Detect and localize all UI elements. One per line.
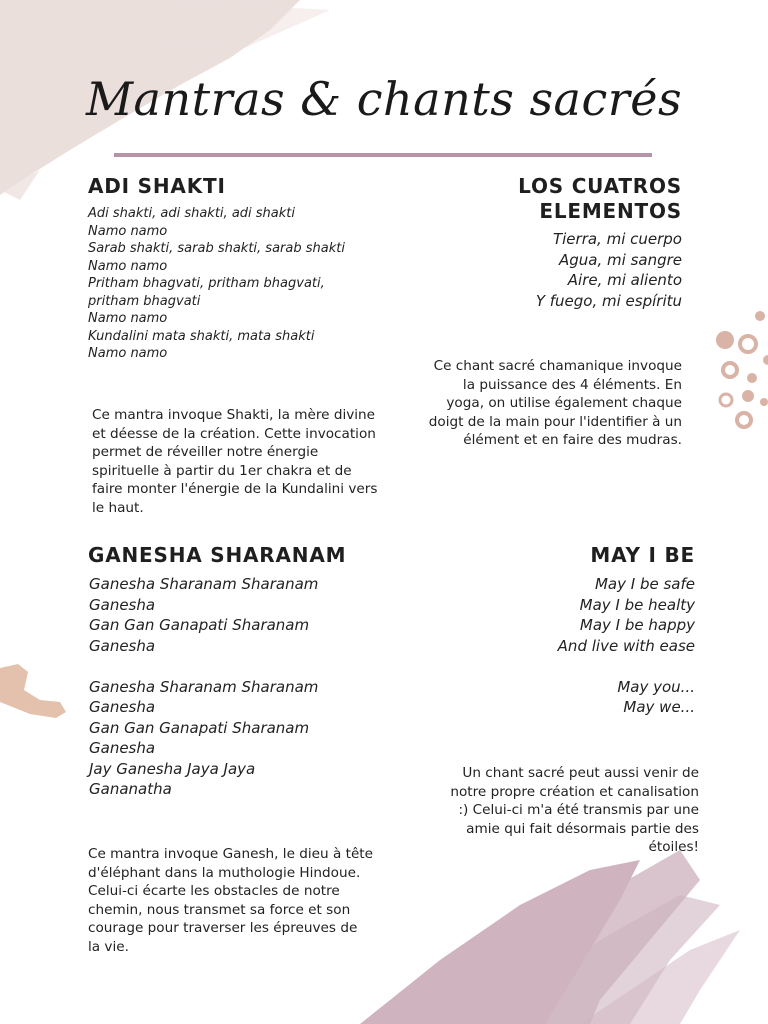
- page-title: Mantras & chants sacrés: [85, 72, 683, 126]
- ganesha-heading: GANESHA SHARANAM: [88, 543, 347, 567]
- may-i-be-description: Un chant sacré peut aussi venir de notre propre création et canalisation :) Celui-ci m'a été transmis par une amie qui fait désormais partie des étoiles!: [450, 765, 699, 856]
- adi-shakti-heading: ADI SHAKTI: [88, 174, 226, 198]
- may-i-be-lyrics: May I be safe May I be healty May I be happy And live with ease May you... May we...: [557, 575, 695, 716]
- may-i-be-heading: MAY I BE: [590, 543, 695, 567]
- title-underline: [114, 153, 652, 157]
- brush-stroke-bottom-right: [360, 850, 740, 1024]
- ganesha-description: Ce mantra invoque Ganesh, le dieu à tête d'éléphant dans la muthologie Hindoue. Celui-ci écarte les obstacles de notre chemin, nous transmet sa force et son courage pour traverser les épreuves de la vie.: [88, 846, 374, 955]
- dot-pattern-decoration: [716, 311, 768, 427]
- adi-shakti-lyrics: Adi shakti, adi shakti, adi shakti Namo namo Sarab shakti, sarab shakti, sarab shakti Namo namo Pritham bhagvati, pritham bhagvati, pritham bhagvati Namo namo Kundalini mata shakti, mata shakti Namo namo: [88, 206, 345, 361]
- los-cuatros-description: Ce chant sacré chamanique invoque la puissance des 4 éléments. En yoga, on utilise également chaque doigt de la main pour l'identifier à un élément et en faire des mudras.: [428, 358, 682, 449]
- adi-shakti-description: Ce mantra invoque Shakti, la mère divine et déesse de la création. Cette invocation permet de réveiller notre énergie spirituelle à partir du 1er chakra et de faire monter l'énergie de la Kundalini vers le haut.: [92, 407, 378, 516]
- los-cuatros-lyrics: Tierra, mi cuerpo Agua, mi sangre Aire, mi aliento Y fuego, mi espíritu: [535, 230, 682, 310]
- los-cuatros-heading: LOS CUATROS ELEMENTOS: [518, 174, 682, 223]
- ganesha-lyrics: Ganesha Sharanam Sharanam Ganesha Gan Gan Ganapati Sharanam Ganesha Ganesha Sharanam Sharanam Ganesha Gan Gan Ganapati Sharanam Ganesha Jay Ganesha Jaya Jaya Gananatha: [89, 575, 319, 798]
- brush-stroke-left: [0, 664, 66, 718]
